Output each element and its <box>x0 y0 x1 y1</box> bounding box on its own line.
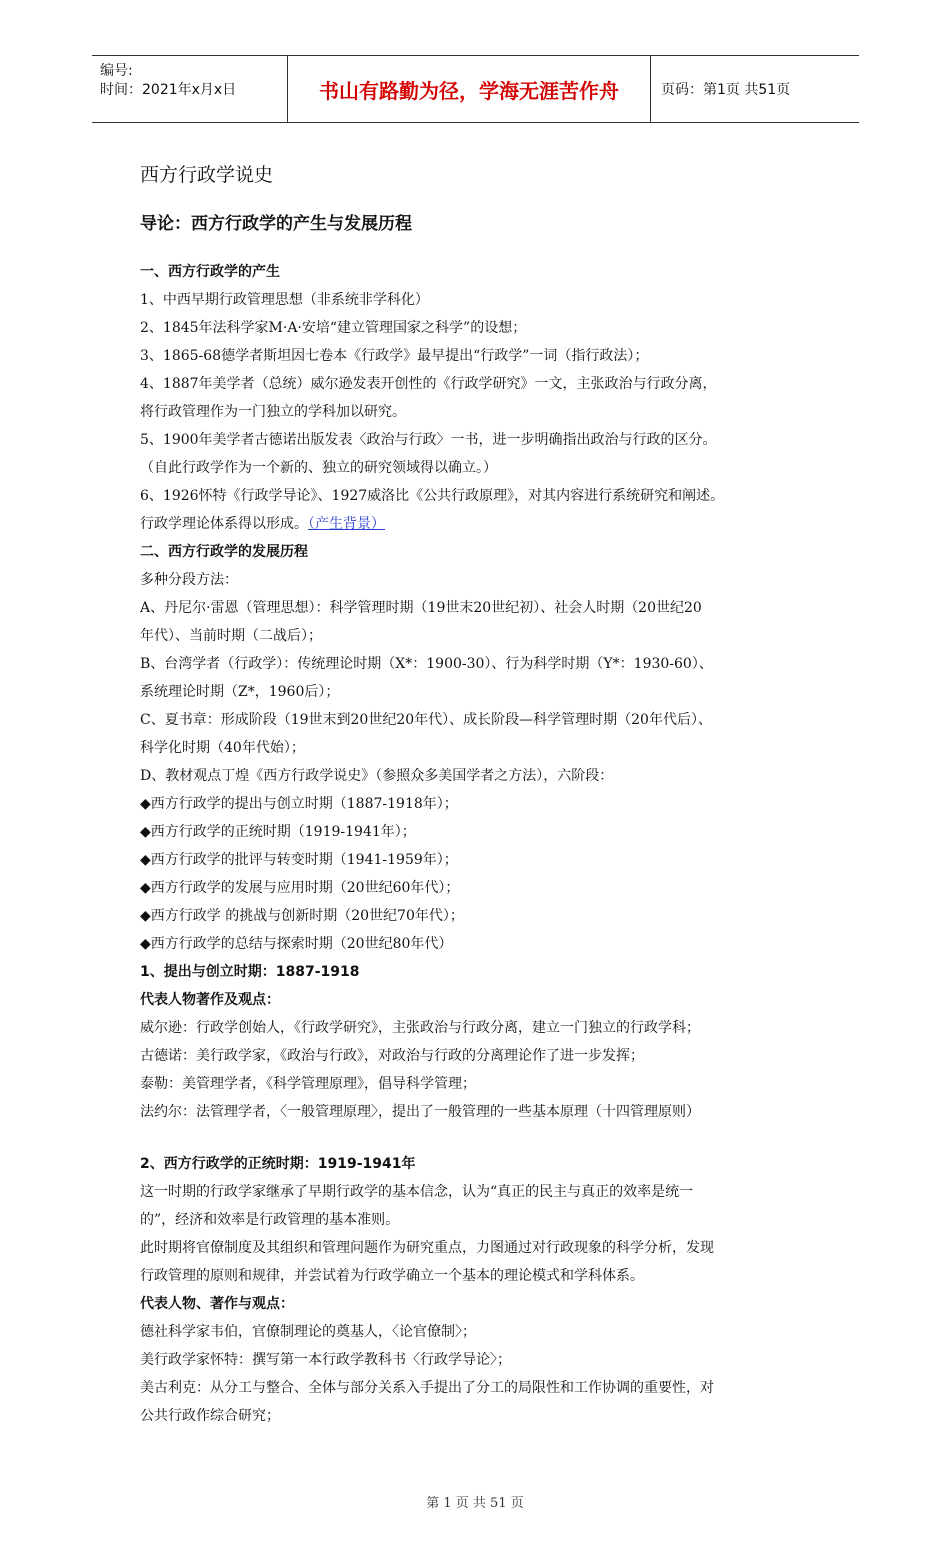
paragraph-line: 多种分段方法： <box>140 572 238 588</box>
paragraph-line: 系统理论时期（Z*，1960后）； <box>140 684 340 700</box>
list-item: ◆西方行政学的正统时期（1919-1941年）； <box>140 824 416 840</box>
paragraph-line: 法约尔：法管理学者，〈一般管理原理〉，提出了一般管理的一些基本原理（十四管理原则） <box>140 1104 700 1120</box>
paragraph-line: 这一时期的行政学家继承了早期行政学的基本信念，认为“真正的民主与真正的效率是统一 <box>140 1184 694 1200</box>
paragraph-line: 行政管理的原则和规律，并尝试着为行政学确立一个基本的理论模式和学科体系。 <box>140 1268 644 1284</box>
subheading: 代表人物、著作与观点： <box>140 1296 294 1312</box>
paragraph-line: C、夏书章：形成阶段（19世末到20世纪20年代）、成长阶段—科学管理时期（20年代后）、 <box>140 712 712 728</box>
background-link[interactable]: （产生背景） <box>308 516 385 532</box>
period-heading: 2、西方行政学的正统时期：1919-1941年 <box>140 1156 416 1172</box>
header-page-info: 页码：第1页 共51页 <box>661 82 791 98</box>
paragraph-line: 6、1926怀特《行政学导论》、1927威洛比《公共行政原理》，对其内容进行系统研究和阐述。 <box>140 488 725 504</box>
section-heading: 二、西方行政学的发展历程 <box>140 544 308 560</box>
header-motto: 书山有路勤为径，学海无涯苦作舟 <box>288 56 651 122</box>
paragraph-line: 美古利克：从分工与整合、全体与部分关系入手提出了分工的局限性和工作协调的重要性，对 <box>140 1380 714 1396</box>
paragraph-line: 美行政学家怀特：撰写第一本行政学教科书〈行政学导论〉； <box>140 1352 511 1368</box>
document-subtitle: 导论：西方行政学的产生与发展历程 <box>140 214 412 234</box>
paragraph-line: A、丹尼尔·雷恩（管理思想）：科学管理时期（19世末20世纪初）、社会人时期（20世纪20 <box>140 600 702 616</box>
list-item: ◆西方行政学的总结与探索时期（20世纪80年代） <box>140 936 453 952</box>
paragraph-line: 德社科学家韦伯，官僚制理论的奠基人，〈论官僚制〉； <box>140 1324 476 1340</box>
paragraph-line: （自此行政学作为一个新的、独立的研究领域得以确立。） <box>140 460 497 476</box>
serial-label: 编号: <box>100 63 133 79</box>
header-meta <box>92 56 288 122</box>
period-heading: 1、提出与创立时期：1887-1918 <box>140 964 360 980</box>
paragraph-line: 公共行政作综合研究； <box>140 1408 280 1424</box>
spacer <box>140 1126 820 1150</box>
paragraph-line: 威尔逊：行政学创始人，《行政学研究》，主张政治与行政分离，建立一门独立的行政学科； <box>140 1020 700 1036</box>
list-item: ◆西方行政学的批评与转变时期（1941-1959年）； <box>140 852 458 868</box>
page-header <box>92 55 859 123</box>
paragraph-line: 科学化时期（40年代始）； <box>140 740 305 756</box>
paragraph-line: 此时期将官僚制度及其组织和管理问题作为研究重点，力图通过对行政现象的科学分析，发现 <box>140 1240 714 1256</box>
paragraph-text: 行政学理论体系得以形成。 <box>140 516 308 532</box>
list-item: ◆西方行政学的提出与创立时期（1887-1918年）； <box>140 796 458 812</box>
paragraph-line: 3、1865-68德学者斯坦因七卷本《行政学》最早提出“行政学”一词（指行政法）； <box>140 348 649 364</box>
document-title: 西方行政学说史 <box>140 164 274 186</box>
list-item: ◆西方行政学 的挑战与创新时期（20世纪70年代）； <box>140 908 464 924</box>
paragraph-line: 2、1845年法科学家M·A·安培“建立管理国家之科学”的设想； <box>140 320 527 336</box>
paragraph-line: 的”，经济和效率是行政管理的基本准则。 <box>140 1212 400 1228</box>
paragraph-line: 5、1900年美学者古德诺出版发表〈政治与行政〉一书，进一步明确指出政治与行政的区分。 <box>140 432 717 448</box>
paragraph-line: 4、1887年美学者（总统）威尔逊发表开创性的《行政学研究》一文，主张政治与行政分离， <box>140 376 717 392</box>
paragraph-line: 泰勒：美管理学者，《科学管理原理》，倡导科学管理； <box>140 1076 476 1092</box>
time-label: 时间：2021年x月x日 <box>100 82 237 98</box>
subheading: 代表人物著作及观点： <box>140 992 280 1008</box>
document-body <box>140 150 820 1430</box>
section-heading: 一、西方行政学的产生 <box>140 264 280 280</box>
paragraph-line: 1、中西早期行政管理思想（非系统非学科化） <box>140 292 429 308</box>
paragraph-line: 年代）、当前时期（二战后）； <box>140 628 322 644</box>
paragraph-line: B、台湾学者（行政学）：传统理论时期（X*：1900-30）、行为科学时期（Y*：1930-60）、 <box>140 656 713 672</box>
paragraph-line <box>140 510 820 538</box>
page-footer: 第 1 页 共 51 页 <box>426 1496 524 1511</box>
paragraph-line: D、教材观点丁煌《西方行政学说史》（参照众多美国学者之方法），六阶段： <box>140 768 614 784</box>
paragraph-line: 古德诺：美行政学家，《政治与行政》，对政治与行政的分离理论作了进一步发挥； <box>140 1048 644 1064</box>
list-item: ◆西方行政学的发展与应用时期（20世纪60年代）； <box>140 880 460 896</box>
paragraph-line: 将行政管理作为一门独立的学科加以研究。 <box>140 404 406 420</box>
